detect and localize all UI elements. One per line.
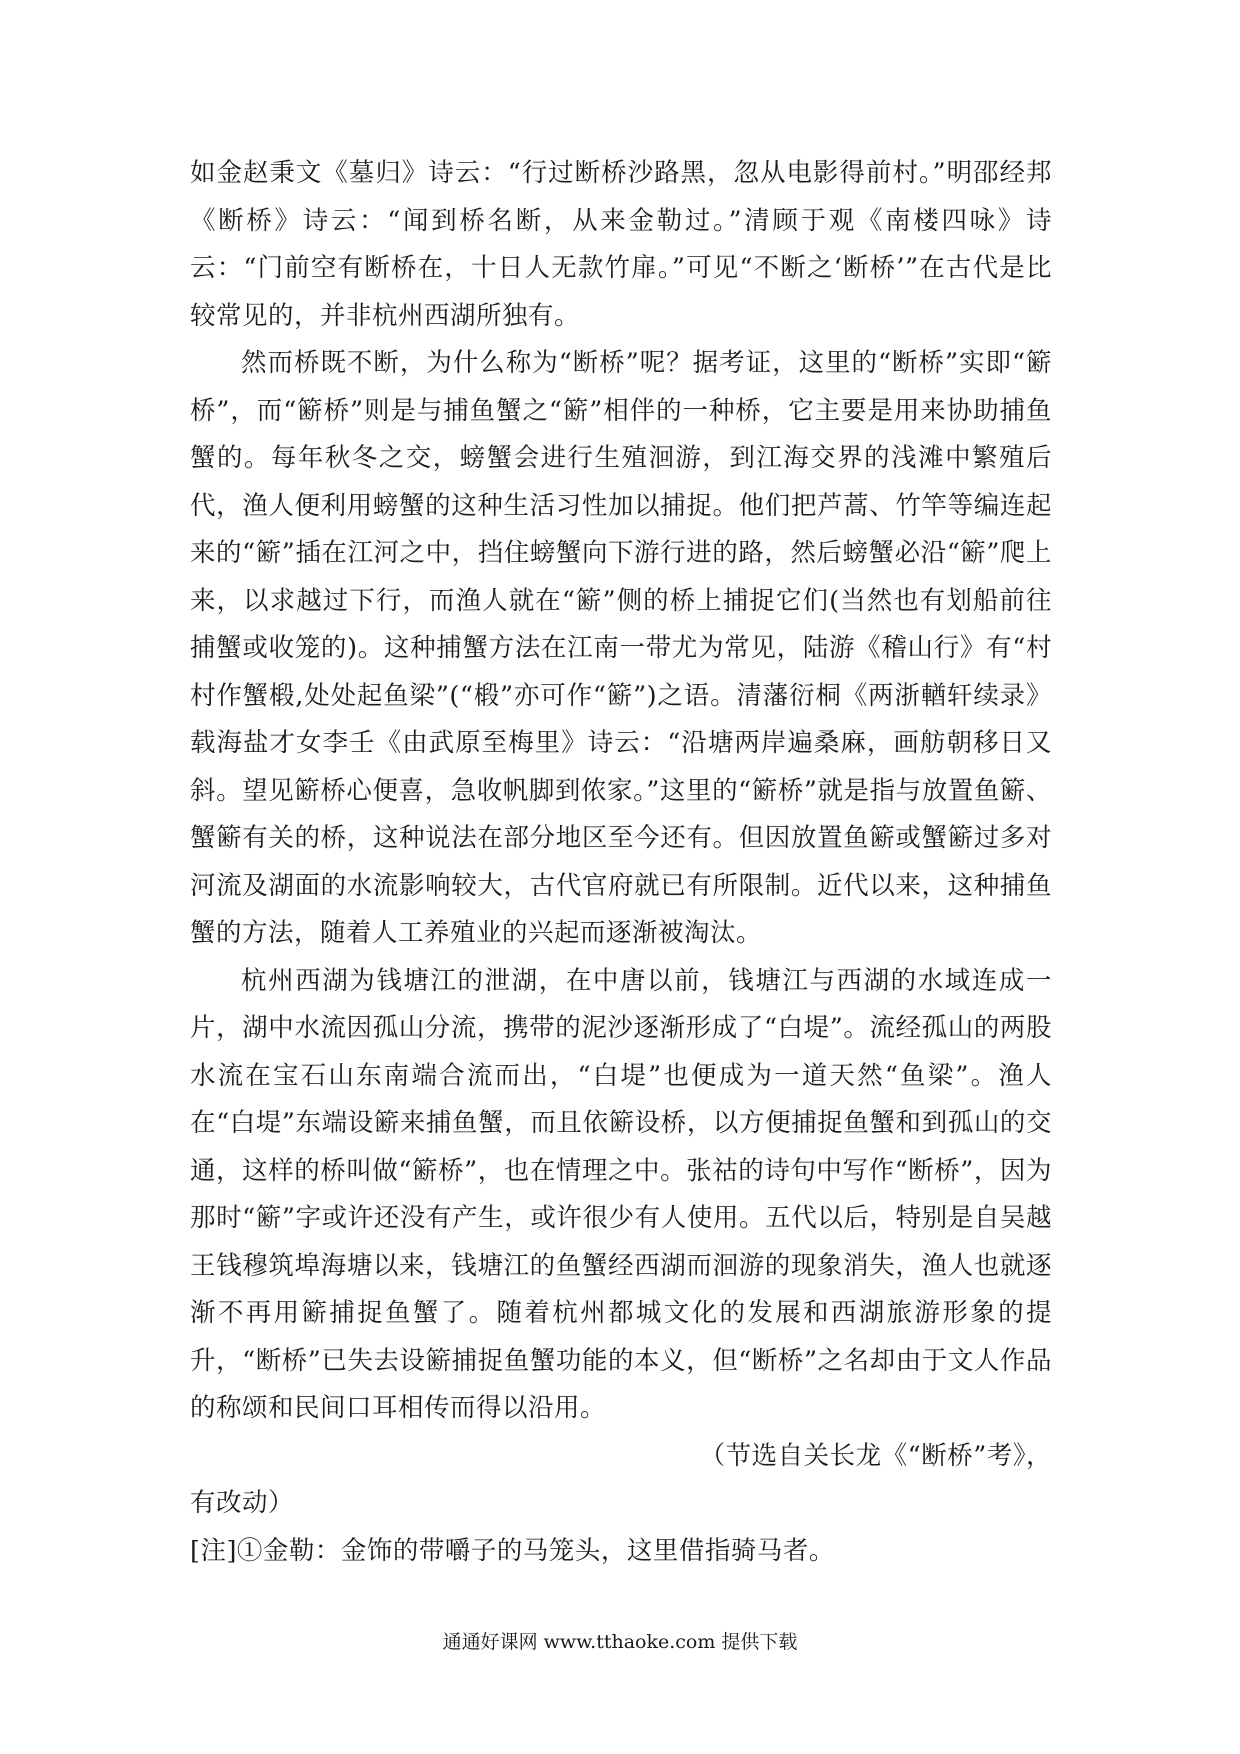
paragraph-2: 然而桥既不断，为什么称为“断桥”呢？据考证，这里的“断桥”实即“簖桥”，而“簖桥”则是与捕鱼蟹之“簖”相伴的一种桥，它主要是用来协助捕鱼蟹的。每年秋冬之交，螃蟹会进行生殖洄游，到江海交界的浅滩中繁殖后代，渔人便利用螃蟹的这种生活习性加以捕捉。他们把芦蒿、竹竿等编连起来的“簖”插在江河之中，挡住螃蟹向下游行进的路，然后螃蟹必沿“簖”爬上来，以求越过下行，而渔人就在“簖”侧的桥上捕捉它们(当然也有划船前往捕蟹或收笼的)。这种捕蟹方法在江南一带尤为常见，陆游《稽山行》有“村村作蟹椴,处处起鱼梁”(“椴”亦可作“簖”)之语。清藩衍桐《两浙輶轩续录》载海盐才女李壬《由武原至梅里》诗云：“沿塘两岸遍桑麻，画舫朝移日又斜。望见簖桥心便喜，急收帆脚到侬家。”这里的“簖桥”就是指与放置鱼簖、蟹簖有关的桥，这种说法在部分地区至今还有。但因放置鱼簖或蟹簖过多对河流及湖面的水流影响较大，古代官府就已有所限制。近代以来，这种捕鱼蟹的方法，随着人工养殖业的兴起而逐渐被淘汰。 [190, 348, 1052, 948]
paragraph-3: 杭州西湖为钱塘江的泄湖，在中唐以前，钱塘江与西湖的水域连成一片，湖中水流因孤山分流，携带的泥沙逐渐形成了“白堤”。流经孤山的两股水流在宝石山东南端合流而出，“白堤”也便成为一道天然“鱼梁”。渔人在“白堤”东端设簖来捕鱼蟹，而且依簖设桥，以方便捕捉鱼蟹和到孤山的交通，这样的桥叫做“簖桥”，也在情理之中。张祜的诗句中写作“断桥”，因为那时“簖”字或许还没有产生，或许很少有人使用。五代以后，特别是自吴越王钱穆筑埠海塘以来，钱塘江的鱼蟹经西湖而洄游的现象消失，渔人也就逐渐不再用簖捕捉鱼蟹了。随着杭州都城文化的发展和西湖旅游形象的提升，“断桥”已失去设簖捕捉鱼蟹功能的本义，但“断桥”之名却由于文人作品的称颂和民间口耳相传而得以沿用。 [190, 965, 1052, 1423]
source-citation-continued: 有改动） [190, 1488, 295, 1518]
source-citation: （节选自关长龙《“断桥”考》， [699, 1440, 1052, 1471]
paragraph-1: 如金赵秉文《墓归》诗云：“行过断桥沙路黑，忽从电影得前村。”明邵经邦《断桥》诗云：“闻到桥名断，从来金勒过。”清顾于观《南楼四咏》诗云：“门前空有断桥在，十日人无款竹扉。”可见“不断之‘断桥’”在古代是比较常见的，并非杭州西湖所独有。 [190, 158, 1052, 331]
footnote: [注]①金勒：金饰的带嚼子的马笼头，这里借指骑马者。 [190, 1535, 835, 1566]
article-body [190, 150, 1052, 1575]
page-footer: 通通好课网 www.tthaoke.com 提供下载 [442, 1631, 798, 1653]
